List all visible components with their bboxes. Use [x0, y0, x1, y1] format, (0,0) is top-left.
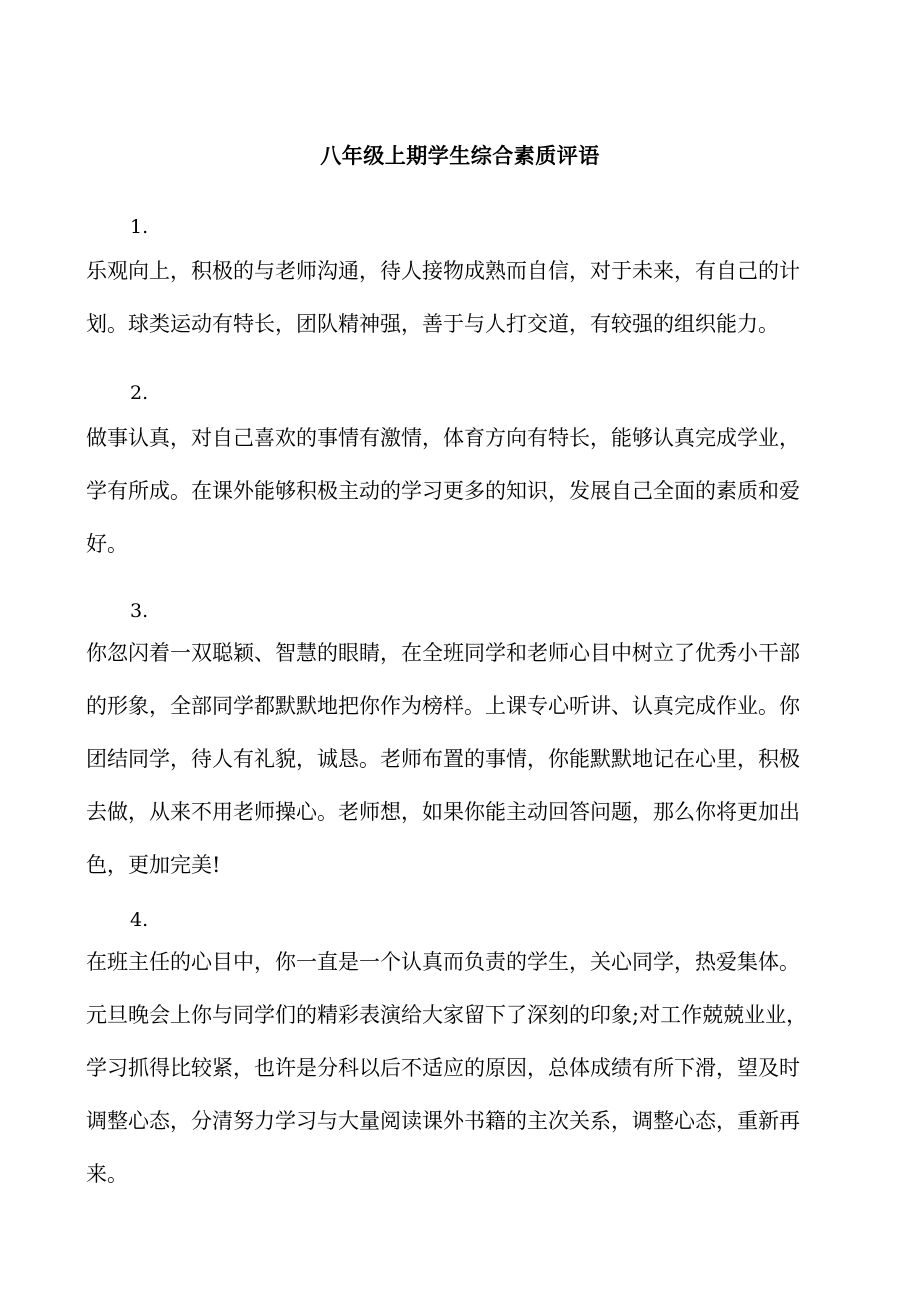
comment-text-1: 乐观向上，积极的与老师沟通，待人接物成熟而自信，对于未来，有自己的计 划。球类运动有特长，团队精神强，善于与人打交道，有较强的组织能力。 [86, 259, 800, 336]
comment-number-1: 1. [130, 216, 149, 238]
comment-text-3: 你忽闪着一双聪颖、智慧的眼睛，在全班同学和老师心目中树立了优秀小干部 的形象，全部同学都默默地把你作为榜样。上课专心听讲、认真完成作业。你 团结同学，待人有礼貌，诚恳。老师布置的事情，你能默默地记在心里，积极 去做，从来不用老师操心。老师想，如果你能主动回答问题，那么你将更加出 色，更加完美! [86, 641, 800, 877]
comment-number-4: 4. [130, 909, 149, 931]
comment-text-2: 做事认真，对自己喜欢的事情有激情，体育方向有特长，能够认真完成学业， 学有所成。在课外能够积极主动的学习更多的知识，发展自己全面的素质和爱 好。 [86, 426, 800, 556]
comment-number-3: 3. [130, 600, 149, 622]
comment-text-4: 在班主任的心目中，你一直是一个认真而负责的学生，关心同学，热爱集体。 元旦晚会上你与同学们的精彩表演给大家留下了深刻的印象;对工作兢兢业业， 学习抓得比较紧，也许是分科以后不适应的原因，总体成绩有所下滑，望及时 调整心态，分清努力学习与大量阅读课外书籍的主次关系，调整心态，重新再 来。 [86, 950, 808, 1186]
page-title: 八年级上期学生综合素质评语 [320, 143, 600, 168]
comment-number-2: 2. [130, 382, 149, 404]
